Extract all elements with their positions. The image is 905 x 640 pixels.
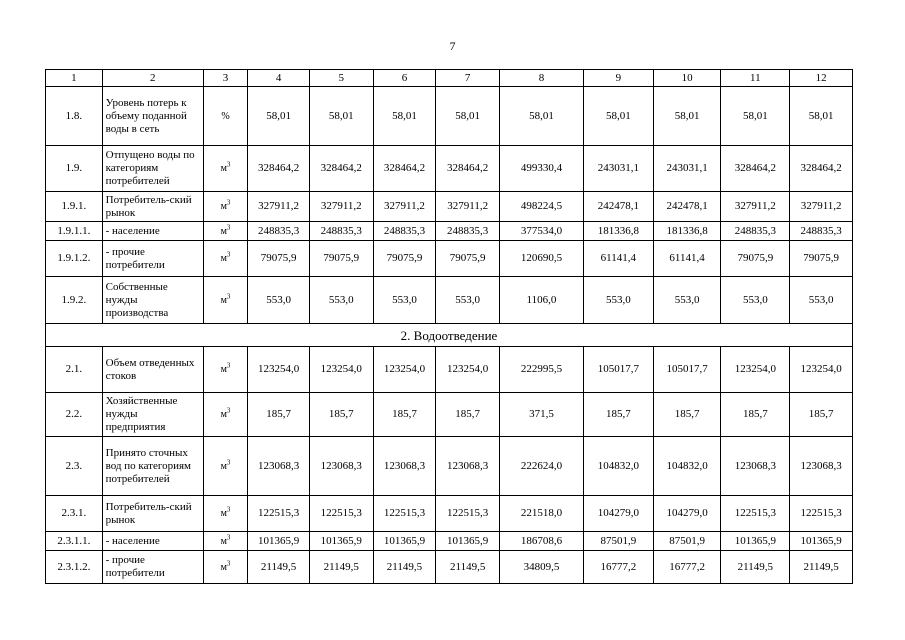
value-cell: 123068,3: [436, 437, 500, 496]
row-name: Объем отведенных стоков: [102, 347, 203, 393]
row-name: Собственные нужды производства: [102, 277, 203, 324]
data-table: [45, 69, 853, 584]
value-cell: 104279,0: [583, 496, 653, 532]
value-cell: 328464,2: [309, 146, 373, 192]
value-cell: 327911,2: [309, 192, 373, 222]
row-name: - население: [102, 222, 203, 241]
header-cell: 6: [373, 70, 436, 87]
table-row: [46, 192, 853, 222]
value-cell: 16777,2: [653, 551, 721, 584]
value-cell: 104832,0: [653, 437, 721, 496]
value-cell: 185,7: [790, 393, 853, 437]
value-cell: 61141,4: [653, 241, 721, 277]
table-row: [46, 496, 853, 532]
value-cell: 186708,6: [500, 532, 584, 551]
value-cell: 248835,3: [721, 222, 790, 241]
row-name: Уровень потерь к объему поданной воды в сеть: [102, 87, 203, 146]
value-cell: 185,7: [373, 393, 436, 437]
header-cell: 7: [436, 70, 500, 87]
value-cell: 243031,1: [653, 146, 721, 192]
value-cell: 328464,2: [436, 146, 500, 192]
value-cell: 21149,5: [373, 551, 436, 584]
table-row: [46, 241, 853, 277]
value-cell: 79075,9: [436, 241, 500, 277]
row-code: 2.2.: [46, 393, 103, 437]
value-cell: 123068,3: [721, 437, 790, 496]
value-cell: 123068,3: [309, 437, 373, 496]
value-cell: 553,0: [309, 277, 373, 324]
value-cell: 327911,2: [248, 192, 310, 222]
value-cell: 328464,2: [721, 146, 790, 192]
header-cell: 8: [500, 70, 584, 87]
header-cell: 3: [203, 70, 247, 87]
value-cell: 58,01: [721, 87, 790, 146]
value-cell: 122515,3: [248, 496, 310, 532]
value-cell: 327911,2: [721, 192, 790, 222]
row-unit: $м^3$: [203, 347, 247, 393]
row-name: - прочие потребители: [102, 241, 203, 277]
value-cell: 248835,3: [373, 222, 436, 241]
row-unit: $м^3$: [203, 222, 247, 241]
table-row: [46, 222, 853, 241]
value-cell: 553,0: [790, 277, 853, 324]
value-cell: 58,01: [309, 87, 373, 146]
row-unit: $м^3$: [203, 532, 247, 551]
value-cell: 21149,5: [248, 551, 310, 584]
value-cell: 122515,3: [309, 496, 373, 532]
value-cell: 105017,7: [583, 347, 653, 393]
value-cell: 328464,2: [373, 146, 436, 192]
value-cell: 185,7: [653, 393, 721, 437]
value-cell: 498224,5: [500, 192, 584, 222]
value-cell: 122515,3: [790, 496, 853, 532]
row-name: Потребитель-ский рынок: [102, 496, 203, 532]
value-cell: 328464,2: [248, 146, 310, 192]
value-cell: 328464,2: [790, 146, 853, 192]
value-cell: 553,0: [653, 277, 721, 324]
value-cell: 21149,5: [309, 551, 373, 584]
value-cell: 553,0: [436, 277, 500, 324]
row-code: 1.9.1.: [46, 192, 103, 222]
value-cell: 185,7: [248, 393, 310, 437]
value-cell: 58,01: [653, 87, 721, 146]
value-cell: 79075,9: [790, 241, 853, 277]
value-cell: 101365,9: [248, 532, 310, 551]
value-cell: 1106,0: [500, 277, 584, 324]
value-cell: 123254,0: [436, 347, 500, 393]
value-cell: 181336,8: [583, 222, 653, 241]
row-name: Потребитель-ский рынок: [102, 192, 203, 222]
value-cell: 377534,0: [500, 222, 584, 241]
header-cell: 11: [721, 70, 790, 87]
row-unit: $м^3$: [203, 496, 247, 532]
value-cell: 101365,9: [309, 532, 373, 551]
value-cell: 248835,3: [248, 222, 310, 241]
table-row: [46, 87, 853, 146]
value-cell: 123254,0: [721, 347, 790, 393]
row-unit: $м^3$: [203, 146, 247, 192]
value-cell: 243031,1: [583, 146, 653, 192]
value-cell: 79075,9: [373, 241, 436, 277]
value-cell: 123254,0: [248, 347, 310, 393]
value-cell: 242478,1: [653, 192, 721, 222]
value-cell: 553,0: [373, 277, 436, 324]
row-unit: $м^3$: [203, 241, 247, 277]
row-name: - население: [102, 532, 203, 551]
section-title: 2. Водоотведение: [46, 324, 853, 347]
value-cell: 499330,4: [500, 146, 584, 192]
value-cell: 87501,9: [583, 532, 653, 551]
value-cell: 79075,9: [721, 241, 790, 277]
row-unit: $м^3$: [203, 437, 247, 496]
value-cell: 221518,0: [500, 496, 584, 532]
value-cell: 58,01: [790, 87, 853, 146]
row-name: Хозяйственные нужды предприятия: [102, 393, 203, 437]
row-code: 2.1.: [46, 347, 103, 393]
value-cell: 327911,2: [373, 192, 436, 222]
value-cell: 21149,5: [721, 551, 790, 584]
row-unit: $м^3$: [203, 277, 247, 324]
value-cell: 58,01: [500, 87, 584, 146]
value-cell: 123254,0: [373, 347, 436, 393]
row-code: 1.9.1.2.: [46, 241, 103, 277]
value-cell: 79075,9: [309, 241, 373, 277]
value-cell: 553,0: [248, 277, 310, 324]
value-cell: 248835,3: [790, 222, 853, 241]
row-code: 1.9.1.1.: [46, 222, 103, 241]
header-cell: 10: [653, 70, 721, 87]
table-row: [46, 437, 853, 496]
header-row: [46, 70, 853, 87]
value-cell: 185,7: [436, 393, 500, 437]
value-cell: 123254,0: [309, 347, 373, 393]
table-row: [46, 393, 853, 437]
value-cell: 58,01: [436, 87, 500, 146]
value-cell: 181336,8: [653, 222, 721, 241]
value-cell: 104279,0: [653, 496, 721, 532]
value-cell: 122515,3: [721, 496, 790, 532]
row-code: 2.3.1.1.: [46, 532, 103, 551]
page-number: 7: [449, 39, 456, 53]
value-cell: 87501,9: [653, 532, 721, 551]
value-cell: 185,7: [309, 393, 373, 437]
value-cell: 123068,3: [373, 437, 436, 496]
value-cell: 58,01: [373, 87, 436, 146]
row-unit: $м^3$: [203, 393, 247, 437]
value-cell: 122515,3: [436, 496, 500, 532]
header-cell: 1: [46, 70, 103, 87]
table-row: [46, 277, 853, 324]
value-cell: 327911,2: [790, 192, 853, 222]
value-cell: 248835,3: [436, 222, 500, 241]
table-row: [46, 532, 853, 551]
value-cell: 21149,5: [790, 551, 853, 584]
value-cell: 553,0: [583, 277, 653, 324]
value-cell: 242478,1: [583, 192, 653, 222]
value-cell: 371,5: [500, 393, 584, 437]
header-cell: 4: [248, 70, 310, 87]
row-code: 2.3.: [46, 437, 103, 496]
value-cell: 222995,5: [500, 347, 584, 393]
value-cell: 101365,9: [721, 532, 790, 551]
value-cell: 101365,9: [436, 532, 500, 551]
value-cell: 185,7: [583, 393, 653, 437]
value-cell: 122515,3: [373, 496, 436, 532]
row-code: 1.9.2.: [46, 277, 103, 324]
header-cell: 12: [790, 70, 853, 87]
row-unit: $м^3$: [203, 551, 247, 584]
row-name: - прочие потребители: [102, 551, 203, 584]
table-row: [46, 146, 853, 192]
value-cell: 21149,5: [436, 551, 500, 584]
value-cell: 185,7: [721, 393, 790, 437]
value-cell: 553,0: [721, 277, 790, 324]
header-cell: 2: [102, 70, 203, 87]
value-cell: 327911,2: [436, 192, 500, 222]
table-row: [46, 347, 853, 393]
value-cell: 104832,0: [583, 437, 653, 496]
value-cell: 58,01: [583, 87, 653, 146]
value-cell: 248835,3: [309, 222, 373, 241]
value-cell: 222624,0: [500, 437, 584, 496]
value-cell: 16777,2: [583, 551, 653, 584]
row-unit: $м^3$: [203, 192, 247, 222]
value-cell: 123068,3: [248, 437, 310, 496]
row-name: Отпущено воды по категориям потребителей: [102, 146, 203, 192]
header-cell: 9: [583, 70, 653, 87]
row-code: 1.9.: [46, 146, 103, 192]
header-cell: 5: [309, 70, 373, 87]
row-code: 2.3.1.: [46, 496, 103, 532]
section-row: [46, 324, 853, 347]
table-row: [46, 551, 853, 584]
row-unit: %: [203, 87, 247, 146]
row-name: Принято сточных вод по категориям потребителей: [102, 437, 203, 496]
value-cell: 123254,0: [790, 347, 853, 393]
value-cell: 101365,9: [373, 532, 436, 551]
value-cell: 101365,9: [790, 532, 853, 551]
value-cell: 105017,7: [653, 347, 721, 393]
value-cell: 123068,3: [790, 437, 853, 496]
value-cell: 61141,4: [583, 241, 653, 277]
value-cell: 120690,5: [500, 241, 584, 277]
row-code: 2.3.1.2.: [46, 551, 103, 584]
value-cell: 79075,9: [248, 241, 310, 277]
value-cell: 34809,5: [500, 551, 584, 584]
row-code: 1.8.: [46, 87, 103, 146]
value-cell: 58,01: [248, 87, 310, 146]
